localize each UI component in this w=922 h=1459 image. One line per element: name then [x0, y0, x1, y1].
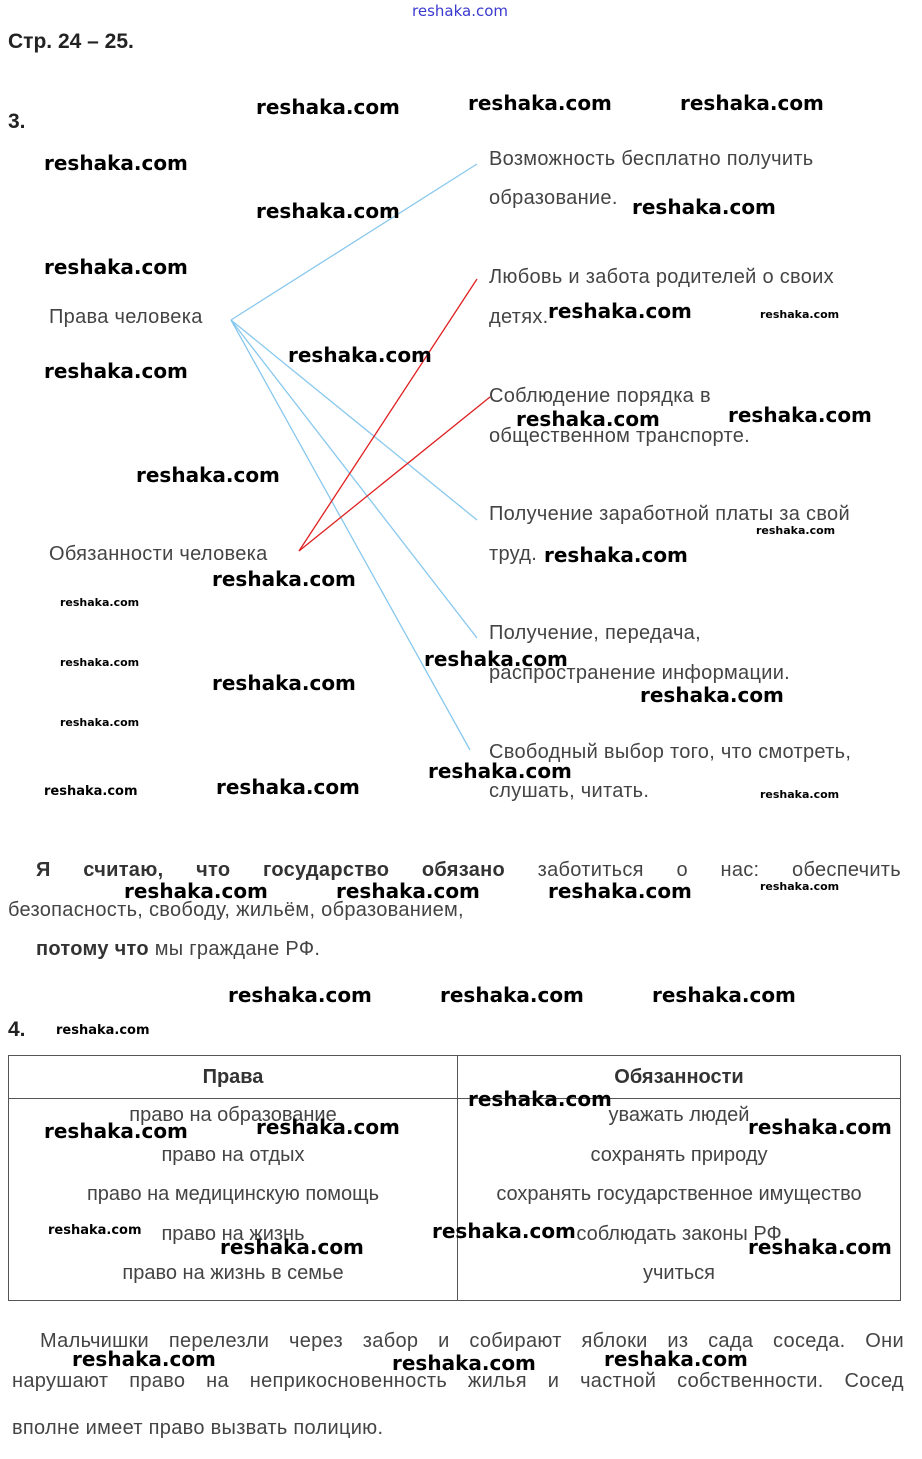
watermark: reshaka.com [60, 656, 140, 669]
watermark: reshaka.com [72, 1347, 216, 1371]
opinion-line-1: Я считаю, что государство обязано заботиться о нас: обеспечить [36, 859, 901, 881]
rights-duties-table [8, 1055, 901, 1301]
watermark: reshaka.com [44, 784, 138, 799]
watermark: reshaka.com [760, 788, 840, 801]
watermark: reshaka.com [548, 879, 692, 903]
watermark: reshaka.com [256, 95, 400, 119]
duties-line-3 [299, 397, 490, 551]
watermark: reshaka.com [428, 759, 572, 783]
watermark: reshaka.com [544, 543, 688, 567]
watermark: reshaka.com [604, 1347, 748, 1371]
duties-label: Обязанности человека [49, 543, 268, 565]
statement-1-line2: образование. [489, 187, 618, 209]
rights-item: право на отдых [161, 1143, 305, 1166]
duties-item: соблюдать законы РФ [576, 1222, 782, 1245]
watermark: reshaka.com [680, 91, 824, 115]
rights-item: право на медицинскую помощь [86, 1183, 380, 1205]
opinion-line-2: безопасность, свободу, жильём, образованием, [8, 899, 464, 921]
watermark: reshaka.com [468, 1087, 612, 1111]
watermark: reshaka.com [632, 195, 776, 219]
watermark: reshaka.com [392, 1351, 536, 1375]
statement-2-line2: детях. [489, 306, 549, 328]
watermark: reshaka.com [228, 983, 372, 1007]
statement-6-line1: Свободный выбор того, что смотреть, [489, 741, 852, 763]
watermark: reshaka.com [756, 524, 836, 537]
watermark: reshaka.com [548, 299, 692, 323]
opinion-line-3: потому что мы граждане РФ. [36, 938, 321, 960]
watermark: reshaka.com [728, 403, 872, 427]
watermark: reshaka.com [212, 671, 356, 695]
final-line-3: вполне имеет право вызвать полицию. [12, 1417, 384, 1439]
table-header-rights: Права [9, 1056, 458, 1099]
task4-number: 4. [8, 1018, 26, 1041]
watermark: reshaka.com [44, 1119, 188, 1143]
watermark: reshaka.com [44, 255, 188, 279]
watermark: reshaka.com [652, 983, 796, 1007]
statement-5-line1: Получение, передача, [489, 622, 701, 644]
site-watermark-top: reshaka.com [412, 2, 508, 20]
statement-3-line1: Соблюдение порядка в [489, 385, 711, 407]
watermark: reshaka.com [256, 199, 400, 223]
watermark: reshaka.com [468, 91, 612, 115]
watermark: reshaka.com [44, 151, 188, 175]
statement-3-line2: общественном транспорте. [489, 425, 751, 447]
watermark: reshaka.com [56, 1023, 150, 1038]
watermark: reshaka.com [256, 1115, 400, 1139]
watermark: reshaka.com [136, 463, 280, 487]
watermark: reshaka.com [336, 879, 480, 903]
rights-item: право на жизнь [161, 1222, 305, 1245]
rights-line-1 [231, 164, 477, 320]
watermark: reshaka.com [44, 359, 188, 383]
duties-item: сохранять природу [590, 1143, 768, 1166]
statement-5-line2: распространение информации. [489, 662, 791, 684]
watermark: reshaka.com [760, 308, 840, 321]
watermark: reshaka.com [124, 879, 268, 903]
watermark: reshaka.com [60, 716, 140, 729]
rights-item: право на жизнь в семье [122, 1262, 344, 1284]
duties-item: учиться [642, 1262, 715, 1284]
final-line-1: Мальчишки перелезли через забор и собирают яблоки из сада соседа. Они [40, 1330, 904, 1352]
duties-item: сохранять государственное имущество [496, 1183, 862, 1205]
statement-1-line1: Возможность бесплатно получить [489, 148, 814, 170]
watermark: reshaka.com [440, 983, 584, 1007]
watermark: reshaka.com [748, 1115, 892, 1139]
statement-6-line2: слушать, читать. [489, 780, 650, 802]
watermark: reshaka.com [748, 1235, 892, 1259]
watermark: reshaka.com [424, 647, 568, 671]
statement-4-line2: труд. [489, 543, 538, 565]
watermark: reshaka.com [220, 1235, 364, 1259]
statement-2-line1: Любовь и забота родителей о своих [489, 266, 834, 288]
table-header-duties: Обязанности [458, 1056, 901, 1099]
page-title: Стр. 24 – 25. [8, 30, 134, 53]
duties-line-2 [299, 279, 477, 551]
watermark: reshaka.com [216, 775, 360, 799]
rights-label: Права человека [49, 306, 203, 328]
final-line-2: нарушают право на неприкосновенность жилья и частной собственности. Сосед [12, 1370, 904, 1392]
watermark: reshaka.com [288, 343, 432, 367]
duties-item: уважать людей [608, 1104, 750, 1126]
watermark: reshaka.com [212, 567, 356, 591]
watermark: reshaka.com [760, 880, 840, 893]
watermark: reshaka.com [48, 1223, 142, 1238]
watermark: reshaka.com [60, 596, 140, 609]
watermark: reshaka.com [432, 1219, 576, 1243]
watermark: reshaka.com [516, 407, 660, 431]
rights-item: право на образование [129, 1104, 337, 1126]
statement-4-line1: Получение заработной платы за свой [489, 503, 850, 525]
watermark: reshaka.com [640, 683, 784, 707]
task3-number: 3. [8, 110, 26, 133]
